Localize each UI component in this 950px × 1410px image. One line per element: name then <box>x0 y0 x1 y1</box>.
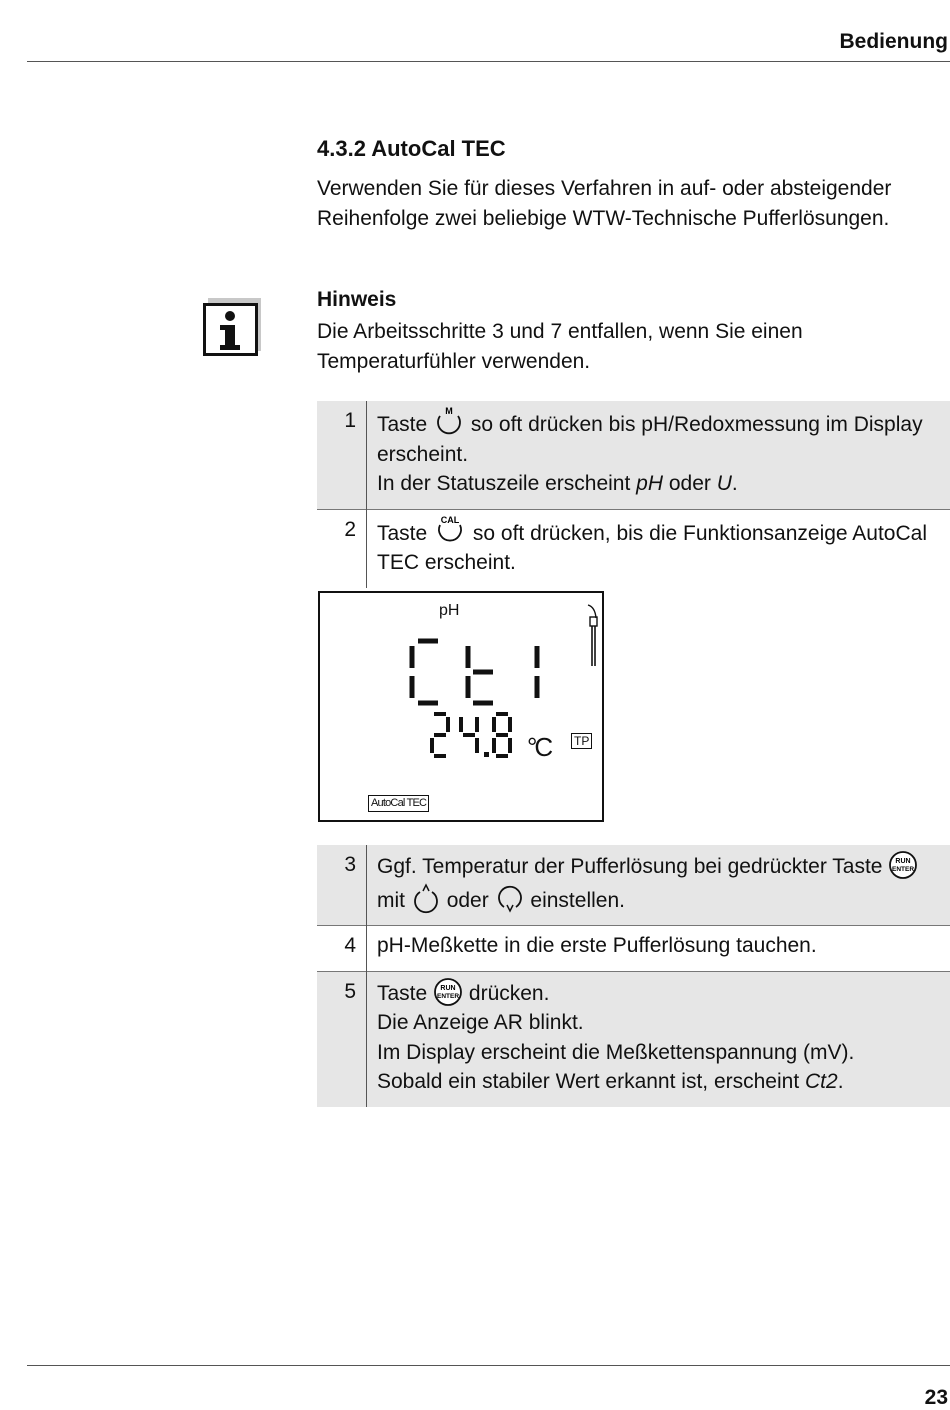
m-key-icon <box>433 406 465 438</box>
lcd-tp-badge: TP <box>571 733 592 749</box>
run-enter-key-icon <box>433 977 463 1007</box>
step-text-part: pH-Meßkette in die erste Pufferlösung tauchen. <box>377 934 817 957</box>
electrode-icon <box>586 604 600 673</box>
step-text-part: einstellen. <box>530 889 625 912</box>
lcd-display <box>318 591 604 822</box>
cal-key-icon <box>433 515 467 547</box>
m-key-label: M <box>445 406 453 416</box>
step-text-part: Sobald ein stabiler Wert erkannt ist, erscheint <box>377 1070 799 1093</box>
step-text-part: Im Display erscheint die Meßkettenspannung (mV). <box>377 1041 854 1064</box>
step-text-part: mit <box>377 889 405 912</box>
note-text: Die Arbeitsschritte 3 und 7 entfallen, wenn Sie einen Temperaturfühler verwenden. <box>317 317 947 376</box>
step-number: 4 <box>317 926 367 972</box>
step-number: 1 <box>317 401 367 509</box>
step-text <box>367 926 950 972</box>
step-text-part: oder <box>447 889 489 912</box>
note-heading: Hinweis <box>317 288 396 312</box>
lcd-temperature <box>428 711 528 766</box>
lcd-unit: °C <box>527 732 550 763</box>
step-text-part: . <box>838 1070 844 1093</box>
page-number: 23 <box>925 1386 948 1410</box>
step-text-part: oder <box>669 472 711 495</box>
lcd-status-ph: pH <box>439 602 459 620</box>
step-row <box>317 971 950 1107</box>
step-text-part: Die Anzeige AR blinkt. <box>377 1011 584 1034</box>
cal-key-label: CAL <box>441 515 460 525</box>
step-text-part: Ggf. Temperatur der Pufferlösung bei gedrückter Taste <box>377 855 882 878</box>
run-key-label: RUN <box>896 858 911 865</box>
step-row <box>317 845 950 926</box>
lcd-main-value <box>406 637 556 712</box>
step-text-part: Taste <box>377 413 427 436</box>
step-number: 2 <box>317 509 367 588</box>
run-key-label: RUN <box>440 985 455 992</box>
step-text <box>367 401 950 509</box>
step-text-part: so oft drücken bis pH/Redoxmessung im Display erscheint. <box>377 413 923 466</box>
down-key-icon <box>495 882 525 914</box>
step-text-part: In der Statuszeile erscheint <box>377 472 630 495</box>
step-row <box>317 401 950 509</box>
display-ct2: Ct2 <box>805 1070 838 1093</box>
step-number: 5 <box>317 971 367 1107</box>
header-rule <box>27 61 950 62</box>
step-text-part: drücken. <box>469 982 550 1005</box>
footer-rule <box>27 1365 950 1366</box>
run-enter-key-icon <box>888 850 918 880</box>
step-text-part: Taste <box>377 982 427 1005</box>
page-header-title: Bedienung <box>840 30 949 54</box>
steps-table-a <box>317 401 950 588</box>
step-text-part: so oft drücken, bis die Funktionsanzeige AutoCal TEC erscheint. <box>377 522 927 575</box>
step-text <box>367 971 950 1107</box>
lcd-mode-badge: AutoCal TEC <box>368 795 429 812</box>
up-key-icon <box>411 882 441 914</box>
step-text-part: . <box>732 472 738 495</box>
step-row <box>317 926 950 972</box>
steps-table-b <box>317 845 950 1107</box>
info-icon <box>203 298 261 356</box>
step-text <box>367 845 950 926</box>
section-heading: 4.3.2 AutoCal TEC <box>317 136 506 162</box>
step-row <box>317 509 950 588</box>
step-text-part: Taste <box>377 522 427 545</box>
step-number: 3 <box>317 845 367 926</box>
enter-key-label: ENTER <box>437 993 459 1000</box>
step-text <box>367 509 950 588</box>
enter-key-label: ENTER <box>892 866 914 873</box>
status-u: U <box>717 472 732 495</box>
status-ph: pH <box>636 472 663 495</box>
intro-paragraph: Verwenden Sie für dieses Verfahren in auf- oder absteigender Reihenfolge zwei beliebige WTW-Technische Pufferlösungen. <box>317 174 947 233</box>
